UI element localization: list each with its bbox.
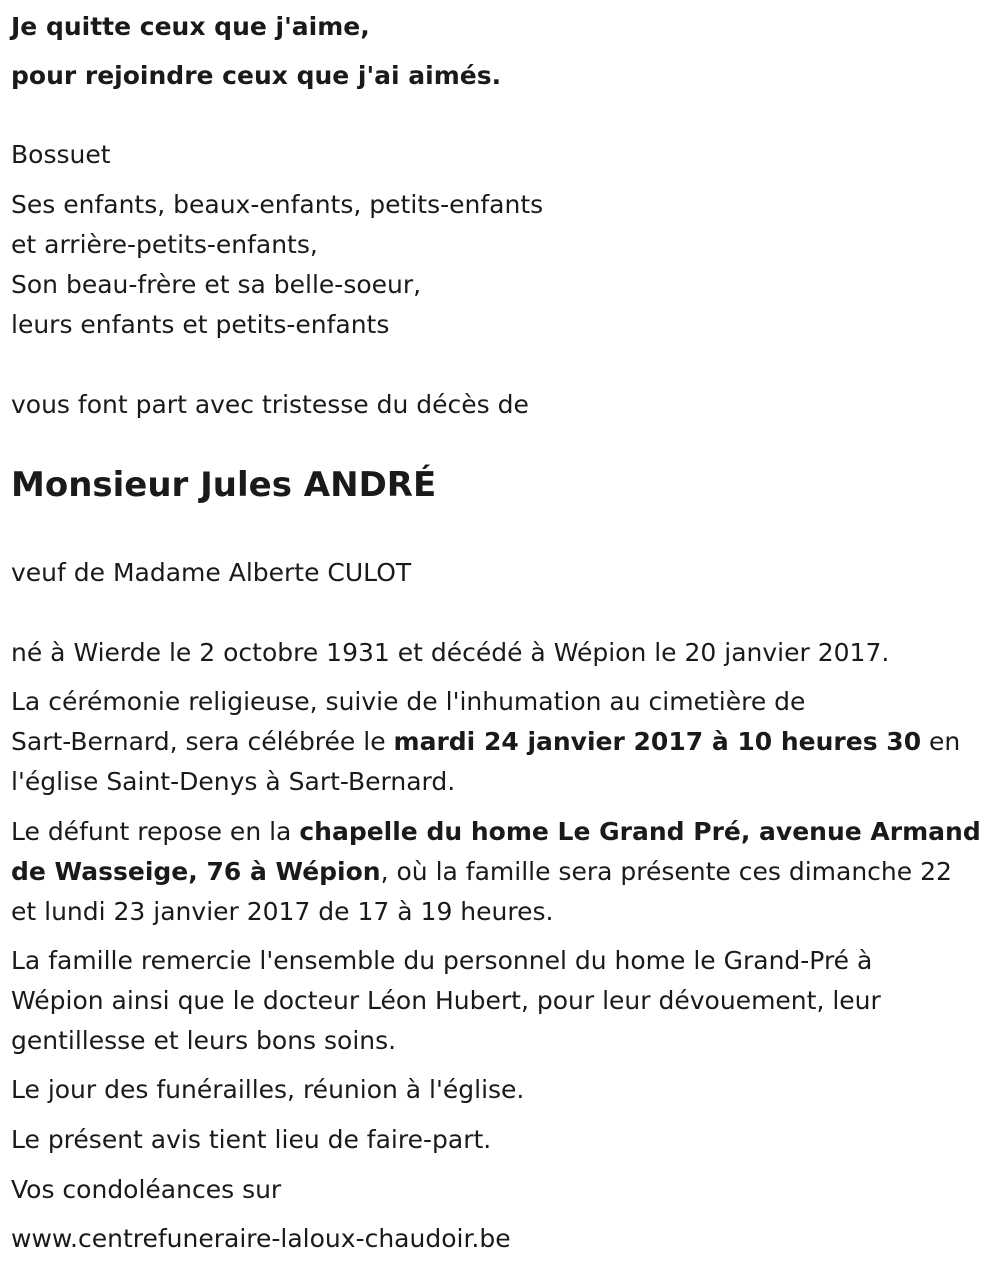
repose-place-1: chapelle du home Le Grand Pré, avenue Armand xyxy=(299,817,981,846)
repose-place-2: de Wasseige, 76 à Wépion xyxy=(11,857,381,886)
thanks-line-1: La famille remercie l'ensemble du personnel du home le Grand-Pré à xyxy=(11,946,873,975)
birth-death: né à Wierde le 2 octobre 1931 et décédé à Wépion le 20 janvier 2017. xyxy=(11,638,890,667)
ceremony-line-1: La cérémonie religieuse, suivie de l'inhumation au cimetière de xyxy=(11,687,806,716)
quote-line-1: Je quitte ceux que j'aime, xyxy=(11,12,370,41)
condolences-url[interactable]: www.centrefuneraire-laloux-chaudoir.be xyxy=(11,1224,511,1253)
quote-line-2: pour rejoindre ceux que j'ai aimés. xyxy=(11,61,502,90)
condolences-label: Vos condoléances sur xyxy=(11,1175,282,1204)
thanks-line-2: Wépion ainsi que le docteur Léon Hubert, pour leur dévouement, leur xyxy=(11,986,881,1015)
family-line-1: Ses enfants, beaux-enfants, petits-enfants xyxy=(11,190,544,219)
deceased-name: Monsieur Jules ANDRÉ xyxy=(11,465,437,505)
widower-of: veuf de Madame Alberte CULOT xyxy=(11,558,412,587)
family-line-2: et arrière-petits-enfants, xyxy=(11,230,318,259)
funeral-day: Le jour des funérailles, réunion à l'église. xyxy=(11,1075,525,1104)
repose-line-2 xyxy=(11,857,952,887)
repose-line-3: et lundi 23 janvier 2017 de 17 à 19 heures. xyxy=(11,897,554,926)
announcement: vous font part avec tristesse du décès de xyxy=(11,390,529,419)
repose-line-1 xyxy=(11,817,981,847)
ceremony-line-3: l'église Saint-Denys à Sart-Bernard. xyxy=(11,767,456,796)
ceremony-line-2 xyxy=(11,727,960,757)
ceremony-line-2-pre: Sart-Bernard, sera célébrée le xyxy=(11,727,394,756)
ceremony-line-2-post: en xyxy=(921,727,961,756)
repose-line-2-post: , où la famille sera présente ces dimanche 22 xyxy=(380,857,952,886)
family-line-4: leurs enfants et petits-enfants xyxy=(11,310,390,339)
notice: Le présent avis tient lieu de faire-part. xyxy=(11,1125,492,1154)
repose-line-1-pre: Le défunt repose en la xyxy=(11,817,300,846)
ceremony-date: mardi 24 janvier 2017 à 10 heures 30 xyxy=(393,727,922,756)
thanks-line-3: gentillesse et leurs bons soins. xyxy=(11,1026,397,1055)
quote-author: Bossuet xyxy=(11,140,111,169)
family-line-3: Son beau-frère et sa belle-soeur, xyxy=(11,270,422,299)
